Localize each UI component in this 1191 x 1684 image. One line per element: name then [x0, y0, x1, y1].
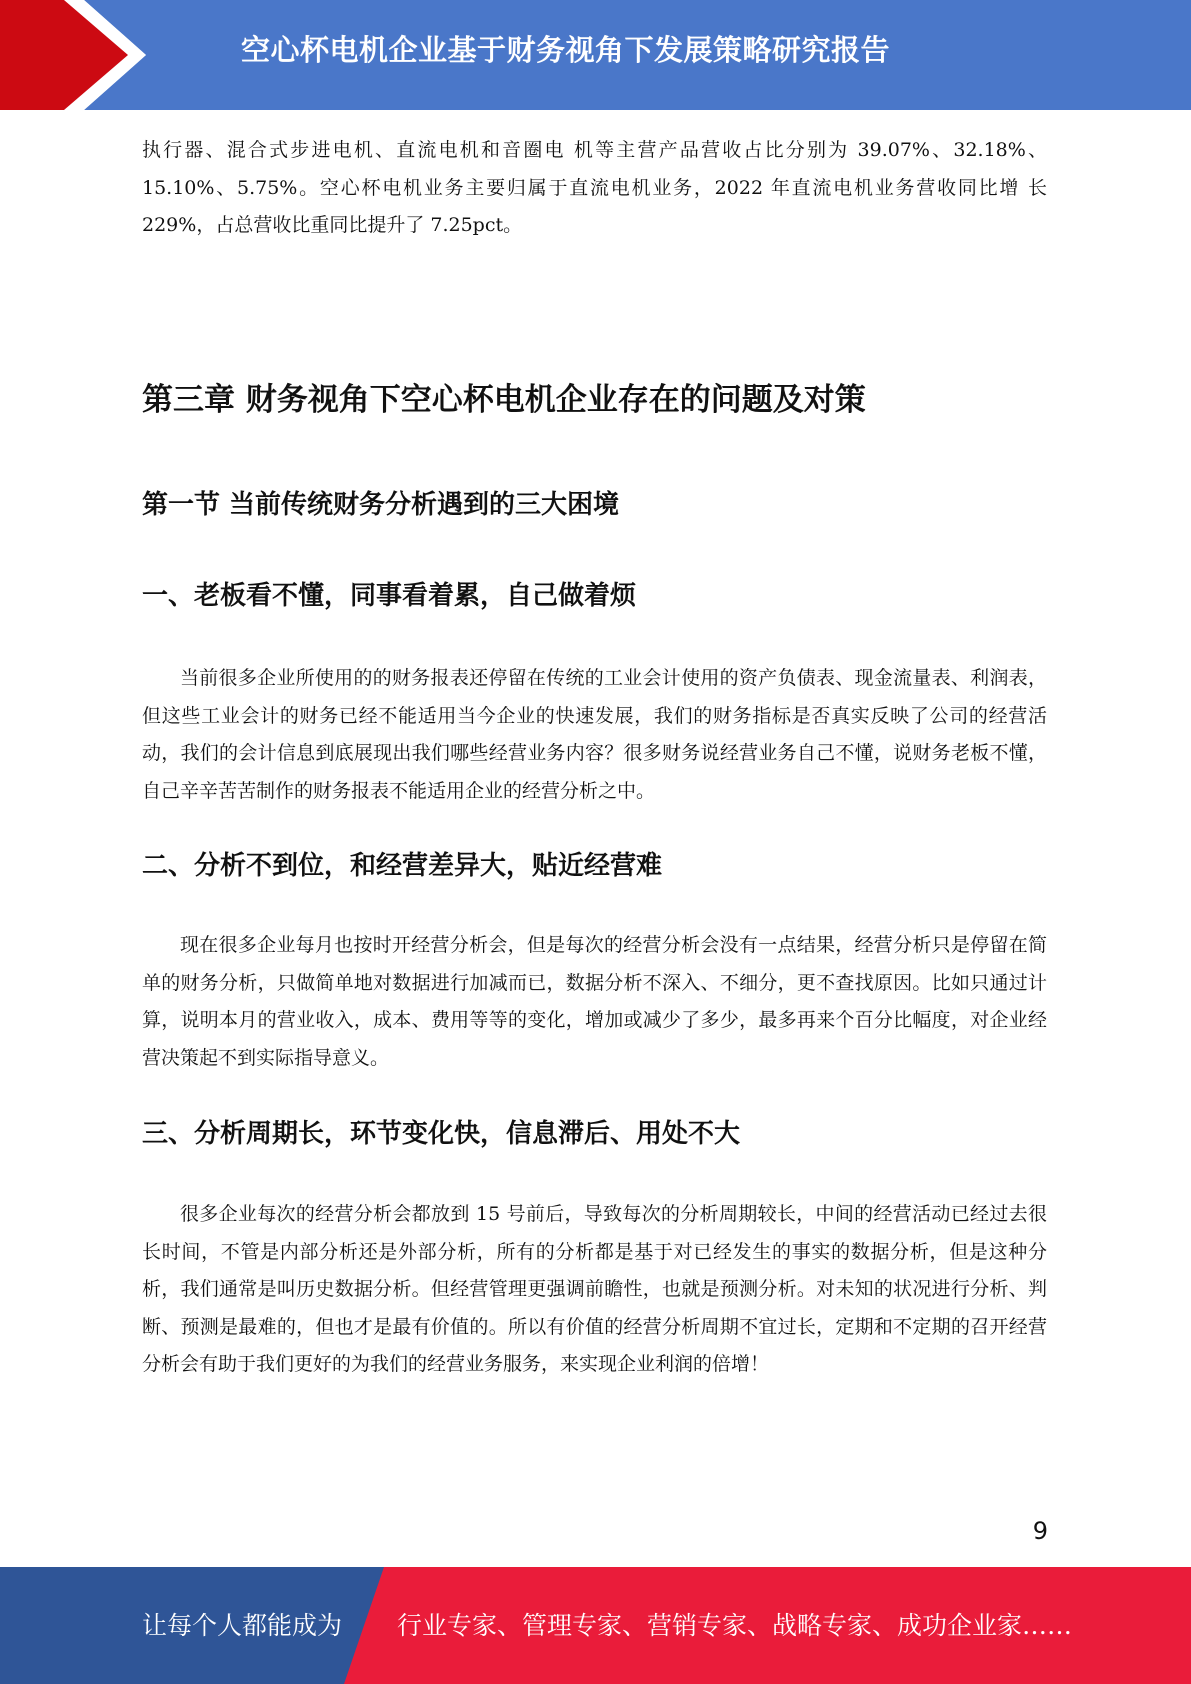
subsection-3-title: 三、分析周期长，环节变化快，信息滞后、用处不大	[142, 1119, 741, 1149]
subsection-2-title: 二、分析不到位，和经营差异大，贴近经营难	[142, 851, 663, 881]
subsection-2-body-block	[142, 927, 1047, 1077]
document-title: 空心杯电机企业基于财务视角下发展策略研究报告	[240, 33, 890, 67]
footer-slogan-left: 让每个人都能成为	[142, 1611, 343, 1640]
subsection-2-body: 现在很多企业每月也按时开经营分析会，但是每次的经营分析会没有一点结果，经营分析只是停留在简单的财务分析，只做简单地对数据进行加减而已，数据分析不深入、不细分，更不查找原因。比如只通过计算，说明本月的营业收入，成本、费用等等的变化，增加或减少了多少，最多再来个百分比幅度，对企业经营决策起不到实际指导意义。	[142, 934, 1047, 1069]
subsection-1-body: 当前很多企业所使用的的财务报表还停留在传统的工业会计使用的资产负债表、现金流量表、利润表，但这些工业会计的财务已经不能适用当今企业的快速发展，我们的财务指标是否真实反映了公司的经营活动，我们的会计信息到底展现出我们哪些经营业务内容？很多财务说经营业务自己不懂，说财务老板不懂，自己辛辛苦苦制作的财务报表不能适用企业的经营分析之中。	[142, 667, 1047, 802]
page-number: 9	[1032, 1517, 1048, 1545]
footer-slogan-right: 行业专家、管理专家、营销专家、战略专家、成功企业家……	[397, 1611, 1073, 1640]
chapter-title: 第三章 财务视角下空心杯电机企业存在的问题及对策	[142, 382, 866, 418]
intro-block	[142, 132, 1047, 245]
section-title: 第一节 当前传统财务分析遇到的三大困境	[142, 490, 620, 520]
subsection-3-body: 很多企业每次的经营分析会都放到 15 号前后，导致每次的分析周期较长，中间的经营活动已经过去很长时间，不管是内部分析还是外部分析，所有的分析都是基于对已经发生的事实的数据分析，但是这种分析，我们通常是叫历史数据分析。但经营管理更强调前瞻性，也就是预测分析。对未知的状况进行分析、判断、预测是最难的，但也才是最有价值的。所以有价值的经营分析周期不宜过长，定期和不定期的召开经营分析会有助于我们更好的为我们的经营业务服务，来实现企业利润的倍增！	[142, 1203, 1047, 1375]
subsection-3-body-block	[142, 1196, 1047, 1384]
page-footer	[0, 1567, 1191, 1684]
page-header	[0, 0, 1191, 110]
subsection-1-body-block	[142, 660, 1047, 810]
subsection-1-title: 一、老板看不懂，同事看着累，自己做着烦	[142, 581, 637, 611]
intro-paragraph: 执行器、混合式步进电机、直流电机和音圈电 机等主营产品营收占比分别为 39.07%、32.18%、15.10%、5.75%。空心杯电机业务主要归属于直流电机业务，2022 年直流电机业务营收同比增 长 229%，占总营收比重同比提升了 7.25pct。	[142, 139, 1047, 236]
